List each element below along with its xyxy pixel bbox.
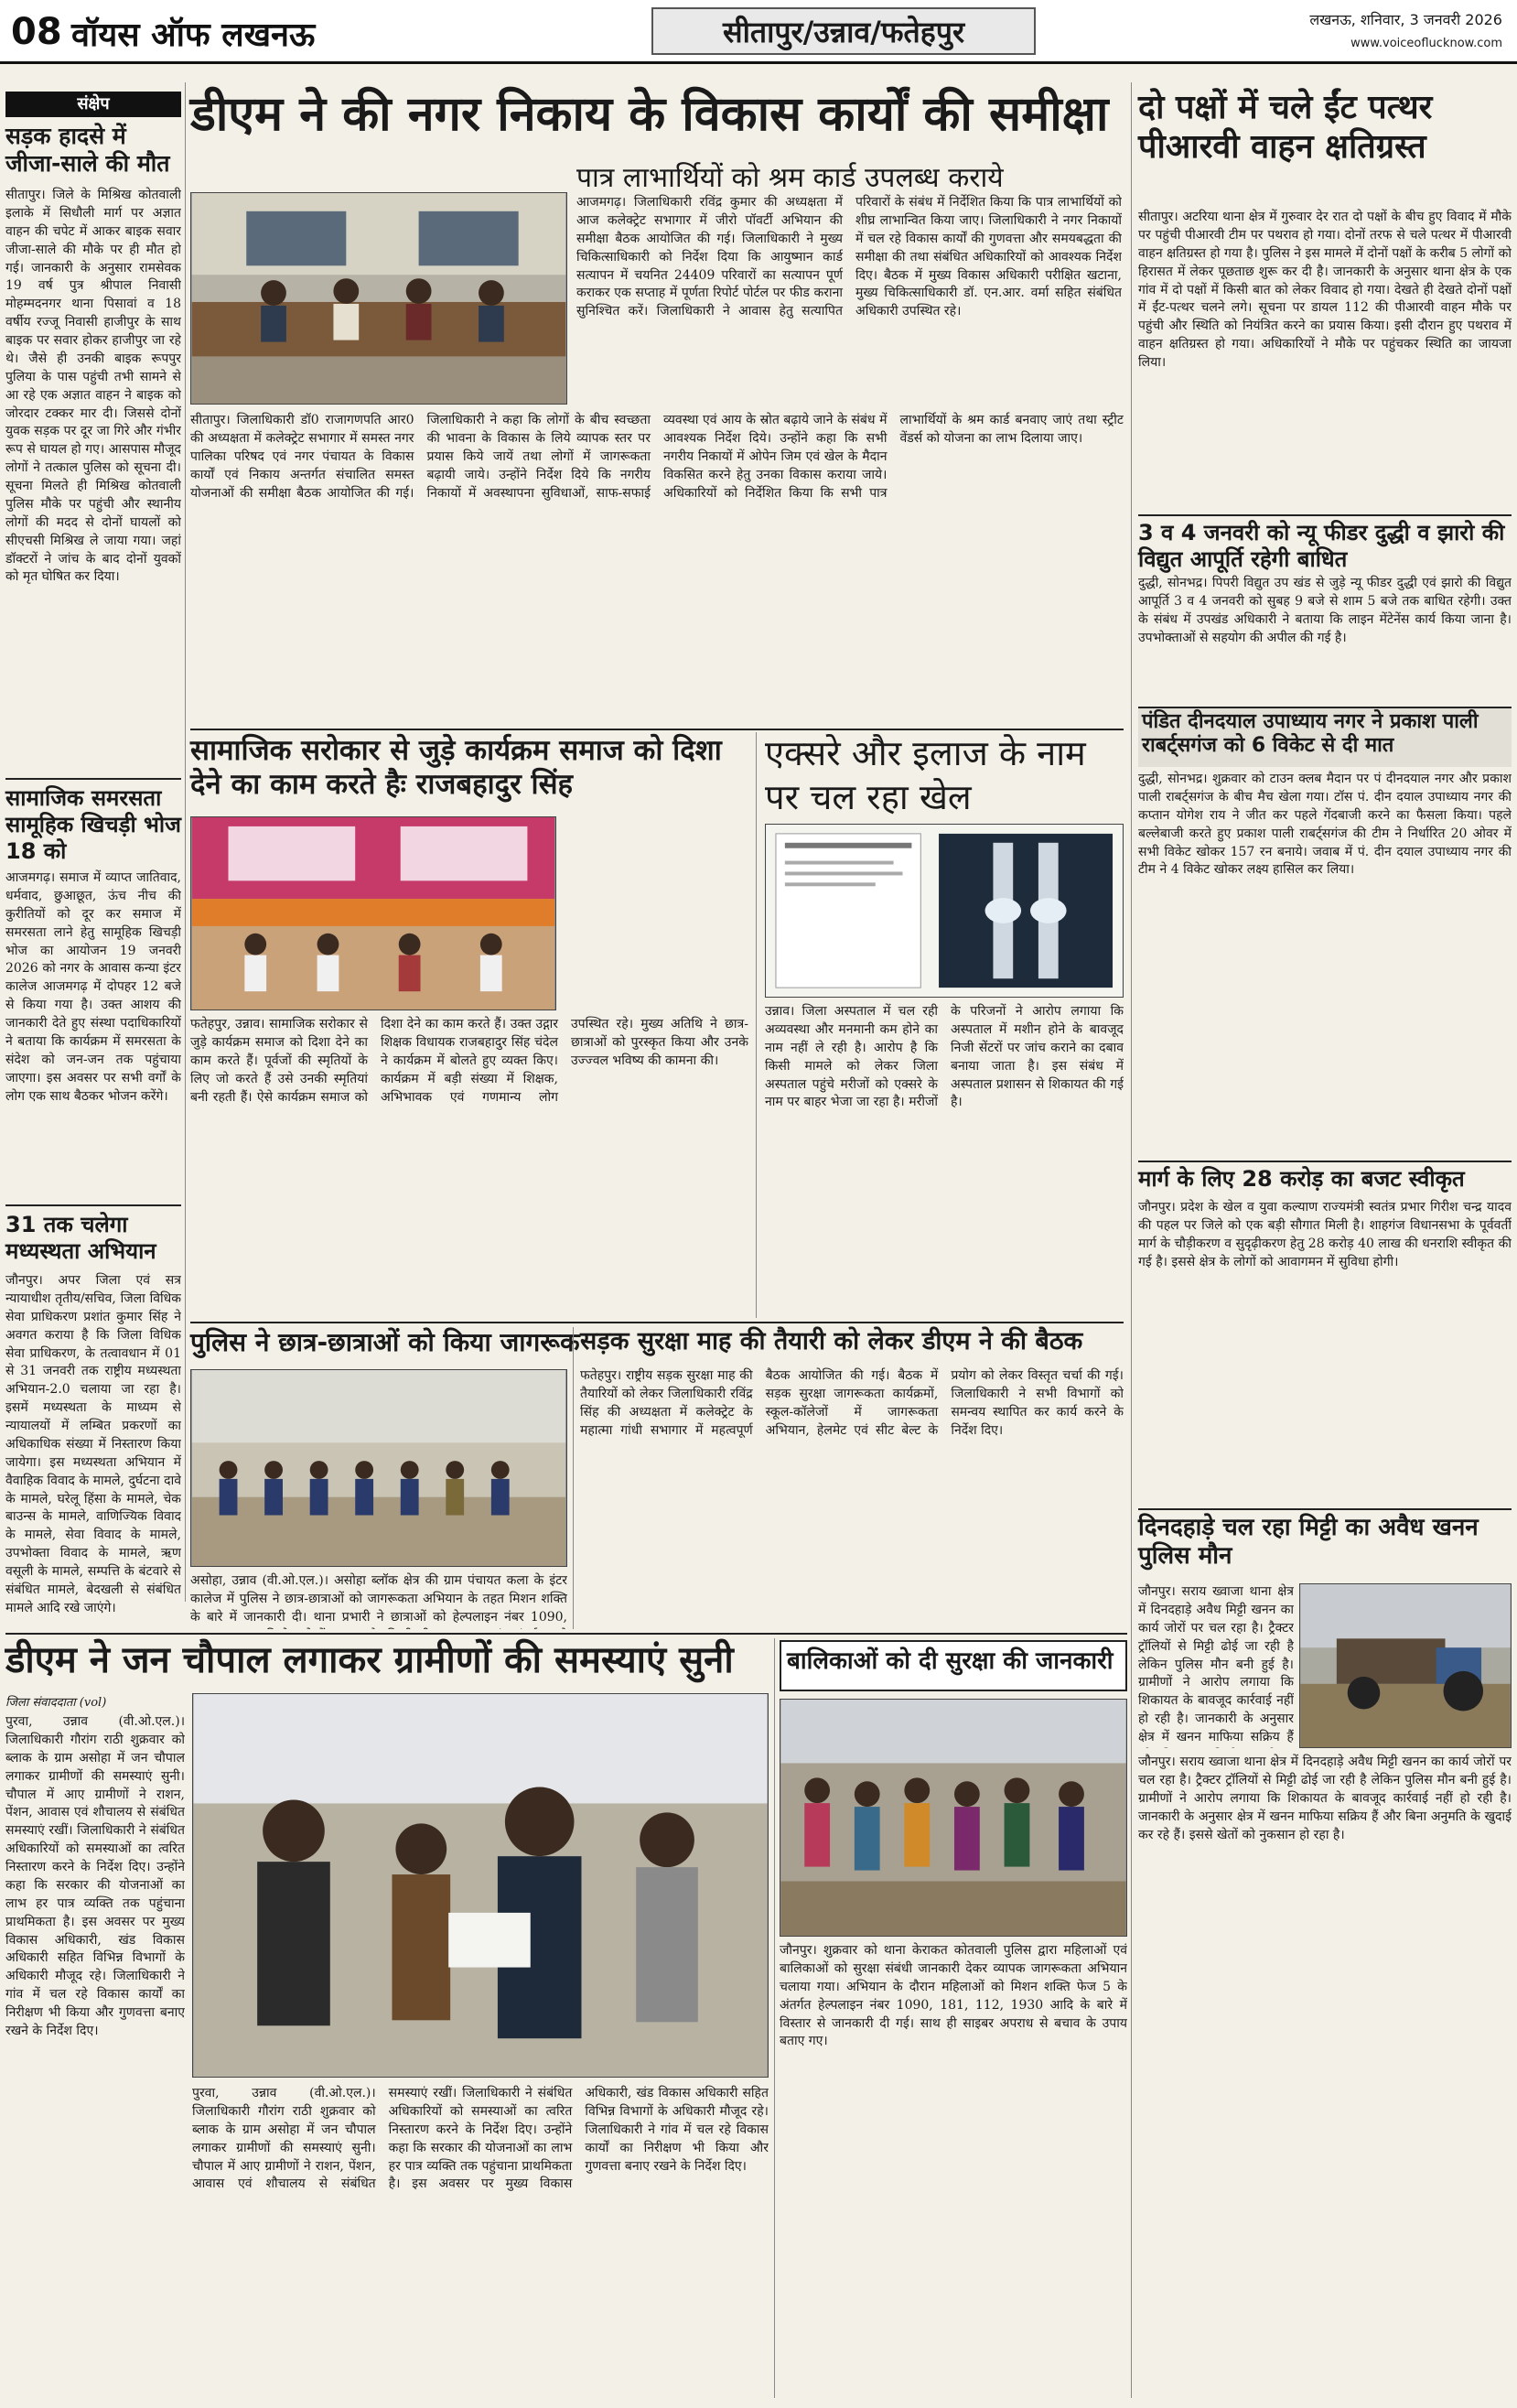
students-photo-image [191,1370,566,1566]
story-body: जौनपुर। अपर जिला एवं सत्र न्यायाधीश तृतीय/सचिव, जिला विधिक सेवा प्राधिकरण प्रशांत कुमार सिंह ने अवगत कराया है कि जिला विधिक सेवा प्राधिकरण, के तत्वावधान में 01 से 31 जनवरी तक राष्ट्रीय मध्यस्थता अभियान-2.0 चलाया जा रहा है। इसमें मध्यस्थता के माध्यम से न्यायालयों में लम्बित प्रकरणों का अधिकाधिक संख्या में निस्तारण किया जायेगा। इस मध्यस्थता अभियान में वैवाहिक विवाद के मामले, दुर्घटना दावे के मामले, घरेलू हिंसा के मामले, चेक बाउन्स के मामले, वाणिज्यिक विवाद के मामले, सेवा विवाद के मामले, उपभोक्ता विवाद के मामले, ऋण वसूली के मामले, सम्पत्ति के बंटवारे से संबंधित मामले, बेदखली से संबंधित मामले आदि रखे जाएंगे। [5,1273,181,1615]
xray-body: उन्नाव। जिला अस्पताल में चल रही अव्यवस्था और मनमानी कम होने का नाम नहीं ले रही है। आरोप है कि किसी मामले को लेकर जिला अस्पताल पहुंचे मरीजों को एक्सरे के नाम पर बाहर भेजा जा रहा है। मरीजों के परिजनों ने आरोप लगाया कि अस्पताल में मशीन होने के बावजूद निजी सेंटरों पर जांच कराने का दबाव बनाया जाता है। इस संबंध में अस्पताल प्रशासन से शिकायत की गई है। [765,1004,1124,1110]
lead-photo [190,192,567,405]
mining-body-continued: जौनपुर। सराय ख्वाजा थाना क्षेत्र में दिनदहाड़े अवैध मिट्टी खनन का कार्य जोरों पर चल रहा है। ट्रैक्टर ट्रॉलियों से मिट्टी ढोई जा रही है लेकिन पुलिस मौन बनी हुई है। ग्रामीणों ने आरोप लगाया कि शिकायत के बावजूद कार्रवाई नहीं हो रही है। जानकारी के अनुसार क्षेत्र में खनन माफिया सक्रिय हैं और बिना अनुमति के खुदाई कर रहे हैं। इससे खेतों को नुकसान हो रहा है। [1138,1755,1512,1842]
lead-body-continued: सीतापुर। जिलाधिकारी डॉ0 राजागणपति आर0 की अध्यक्षता में कलेक्ट्रेट सभागार में समस्त नगर पालिका परिषद एवं नगर पंचायत के विकास कार्यों एवं निकाय अन्तर्गत संचालित समस्त योजनाओं की समीक्षा बैठक आयोजित की गई। जिलाधिकारी ने कहा कि लोगों के बीच स्वच्छता की भावना के विकास के लिये व्यापक स्तर पर प्रयास किये जायें तथा लोगों में जागरूकता बढ़ायी जाये। उन्होंने निर्देश दिये कि नगरीय निकायों में अवस्थापना सुविधाओं, साफ-सफाई व्यवस्था एवं आय के स्रोत बढ़ाये जाने के संबंध में आवश्यक निर्देश दिये। उन्होंने कहा कि सभी नगरीय निकायों में ओपेन जिम एवं खेल के मैदान विकसित करने हेतु उनका विकास कराया जाये। अधिकारियों को निर्देशित किया कि सभी पात्र लाभार्थियों के श्रम कार्ड बनवाए जाएं तथा स्ट्रीट वेंडर्स को योजना का लाभ दिलाया जाए। [190,413,1124,501]
story-body: आजमगढ़। समाज में व्याप्त जातिवाद, धर्मवाद, छुआछूत, ऊंच नीच की कुरीतियों को दूर कर समाज में समरसता लाने हेतु सामूहिक खिचड़ी भोज का आयोजन 19 जनवरी 2026 को नगर के आवास कन्या इंटर कालेज आजमगढ़ में दोपहर 12 बजे से किया गया है। उक्त आशय की जानकारी देते हुए संस्था पदाधिकारियों ने बताया कि कार्यक्रम में समरसता के संदेश को जन-जन तक पहुंचाया जाएगा। इस अवसर पर सभी वर्गों के लोग एक साथ बैठकर भोजन करेंगे। [5,870,181,1104]
girls-photo [780,1699,1127,1937]
students-photo [190,1369,567,1567]
budget-body: जौनपुर। प्रदेश के खेल व युवा कल्याण राज्यमंत्री स्वतंत्र प्रभार गिरीश चन्द्र यादव की पहल पर जिले को एक बड़ी सौगात मिली है। शाहगंज विधानसभा के पूर्ववर्ती मार्ग के चौड़ीकरण व सुदृढ़ीकरण हेतु 28 करोड़ 40 लाख की धनराशि स्वीकृत की गई है। इससे क्षेत्र के लोगों को आवागमन में सुविधा होगी। [1138,1200,1512,1269]
social-headline: सामाजिक सरोकार से जुड़े कार्यक्रम समाज को दिशा देने का काम करते हैः राजबहादुर सिंह [190,734,722,802]
tractor-photo [1299,1583,1512,1748]
divider [1138,1161,1512,1162]
brand-logo: वॉयस ऑफ लखनऊ [71,16,316,54]
divider [5,778,181,780]
lead-body: आजमगढ़। जिलाधिकारी रविंद्र कुमार की अध्यक्षता में आज कलेक्ट्रेट सभागार में जीरो पॉवर्टी अभियान की समीक्षा बैठक आयोजित की गई। जिलाधिकारी ने मुख्य चिकित्साधिकारी को निर्देश दिया कि आयुष्मान कार्ड सत्यापन में चयनित 24409 परिवारों का सत्यापन पूर्ण कराकर एक सप्ताह में पूर्णता रिपोर्ट पोर्टल पर फीड कराना सुनिश्चित करें। जिलाधिकारी ने आवास हेतु सत्यापित परिवारों के संबंध में निर्देशित किया कि पात्र लाभार्थियों को शीघ्र लाभान्वित किया जाए। जिलाधिकारी ने नगर निकायों में चल रहे विकास कार्यों की गुणवत्ता और समयबद्धता की समीक्षा की तथा संबंधित अधिकारियों को आवश्यक निर्देश दिए। बैठक में मुख्य विकास अधिकारी परीक्षित खटाना, मुख्य चिकित्साधिकारी डॉ. एन.आर. वर्मा सहित संबंधित अधिकारी उपस्थित रहे। [576,195,1122,319]
column-rule [1131,82,1132,2398]
divider [190,1322,1124,1323]
chaupal-body: पुरवा, उन्नाव (वी.ओ.एल.)। जिलाधिकारी गौरांग राठी शुक्रवार को ब्लाक के ग्राम असोहा में जन चौपाल लगाकर ग्रामीणों की समस्याएं सुनी। चौपाल में आए ग्रामीणों ने राशन, पेंशन, आवास एवं शौचालय से संबंधित समस्याएं रखीं। जिलाधिकारी ने संबंधित अधिकारियों को समस्याओं का त्वरित निस्तारण करने के निर्देश दिए। उन्होंने कहा कि सरकार की योजनाओं का लाभ हर पात्र व्यक्ति तक पहुंचाना प्राथमिकता है। इस अवसर पर मुख्य विकास अधिकारी, खंड विकास अधिकारी सहित विभिन्न विभागों के अधिकारी मौजूद रहे। जिलाधिकारी ने गांव में चल रहे विकास कार्यों का निरीक्षण भी किया और गुणवत्ता बनाए रखने के निर्देश दिए। [5,1714,185,2038]
story-head: सड़क हादसे में जीजा-साले की मौत [5,123,170,177]
xray-report-image [766,825,1123,997]
issue-date: लखनऊ, शनिवार, 3 जनवरी 2026 [1309,11,1502,28]
divider [1138,514,1512,516]
event-photo [190,816,556,1010]
column-rule [573,1327,574,1629]
crowd-photo-image [193,1694,768,2077]
right-headline: दो पक्षों में चले ईंट पत्थर पीआरवी वाहन क्षतिग्रस्त [1138,89,1433,167]
cricket-headline: पंडित दीनदयाल उपाध्याय नगर ने प्रकाश पाली राबर्ट्सगंज को 6 विकेट से दी मात [1142,710,1479,758]
meeting-photo [191,193,566,404]
brief-column [5,92,181,1615]
road-safety-body: फतेहपुर। राष्ट्रीय सड़क सुरक्षा माह की तैयारियों को लेकर जिलाधिकारी रविंद्र सिंह की अध्यक्षता में कलेक्ट्रेट के महात्मा गांधी सभागार में महत्वपूर्ण बैठक आयोजित की गई। बैठक में सड़क सुरक्षा जागरूकता कार्यक्रमों, स्कूल-कॉलेजों में जागरूकता अभियान, हेलमेट एवं सीट बेल्ट के प्रयोग को लेकर विस्तृत चर्चा की गई। जिलाधिकारी ने सभी विभागों को समन्वय स्थापित कर कार्य करने के निर्देश दिए। [580,1368,1124,1438]
divider [5,1204,181,1206]
section-title: सीतापुर/उन्नाव/फतेहपुर [651,7,1036,55]
budget-headline: मार्ग के लिए 28 करोड़ का बजट स्वीकृत [1138,1166,1465,1192]
chaupal-headline: डीएम ने जन चौपाल लगाकर ग्रामीणों की समस्याएं सुनी [5,1639,734,1681]
stage-photo [191,817,555,1010]
chaupal-byline: जिला संवाददाता (vol) [5,1696,107,1710]
lead-headline: डीएम ने की नगर निकाय के विकास कार्यों की समीक्षा [190,87,1109,142]
chaupal-body-continued: पुरवा, उन्नाव (वी.ओ.एल.)। जिलाधिकारी गौरांग राठी शुक्रवार को ब्लाक के ग्राम असोहा में जन चौपाल लगाकर ग्रामीणों की समस्याएं सुनी। चौपाल में आए ग्रामीणों ने राशन, पेंशन, आवास एवं शौचालय से संबंधित समस्याएं रखीं। जिलाधिकारी ने संबंधित अधिकारियों को समस्याओं का त्वरित निस्तारण करने के निर्देश दिए। उन्होंने कहा कि सरकार की योजनाओं का लाभ हर पात्र व्यक्ति तक पहुंचाना प्राथमिकता है। इस अवसर पर मुख्य विकास अधिकारी, खंड विकास अधिकारी सहित विभिन्न विभागों के अधिकारी मौजूद रहे। जिलाधिकारी ने गांव में चल रहे विकास कार्यों का निरीक्षण भी किया और गुणवत्ता बनाए रखने के निर्देश दिए। [192,2086,769,2192]
page-number: 08 [11,11,62,53]
right-body: सीतापुर। अटरिया थाना क्षेत्र में गुरुवार देर रात दो पक्षों के बीच हुए विवाद में मौके पर पहुंची पीआरवी टीम पर पथराव हो गया। दोनों तरफ से चले पत्थर में पीआरवी वाहन क्षतिग्रस्त हो गया है। पुलिस ने इस मामले में दोनों पक्षों के करीब 5 लोगों को हिरासत में लेकर पूछताछ शुरू कर दी है। जानकारी के अनुसार थाना क्षेत्र के एक गांव में दो पक्षों में किसी बात को लेकर विवाद हो गया। देखते ही देखते दोनों पक्षों में ईंट-पत्थर चलने लगे। सूचना पर डायल 112 की पीआरवी वाहन मौके पर पहुंची और स्थिति को नियंत्रित करने का प्रयास किया। इसी दौरान हुए पथराव में वाहन क्षतिग्रस्त हो गया। अधिकारियों ने मौके पर पहुंचकर स्थिति का जायजा लिया। [1138,210,1512,370]
brief-kicker: संक्षेप [5,92,181,117]
divider [1138,1508,1512,1510]
social-body: फतेहपुर, उन्नाव। सामाजिक सरोकार से जुड़े कार्यक्रम समाज को दिशा देने का काम करते हैं। पूर्वजों की स्मृतियों के लिए जो करते हैं उसे उनकी स्मृतियां बनी रहती हैं। ऐसे कार्यक्रम समाज को दिशा देने का काम करते हैं। उक्त उद्गार शिक्षक विधायक राजबहादुर सिंह चंदेल ने कार्यक्रम में बोलते हुए व्यक्त किए। कार्यक्रम में बड़ी संख्या में शिक्षक, अभिभावक एवं गणमान्य लोग उपस्थित रहे। मुख्य अतिथि ने छात्र-छात्राओं को पुरस्कृत किया और उनके उज्ज्वल भविष्य की कामना की। [190,1017,748,1105]
divider [5,1633,1127,1635]
power-cut-headline: 3 व 4 जनवरी को न्यू फीडर दुद्धी व झारो की विद्युत आपूर्ति रहेगी बाधित [1138,520,1505,572]
story-head: 31 तक चलेगा मध्यस्थता अभियान [5,1212,156,1264]
column-rule [185,82,186,1602]
story-body: सीतापुर। जिले के मिश्रिख कोतवाली इलाके में सिधौली मार्ग पर अज्ञात वाहन की चपेट में आकर बाइक सवार जीजा-साले की मौके पर ही मौत हो गई। जानकारी के अनुसार रामसेवक 19 वर्ष पुत्र श्रीपाल निवासी मोहम्मदनगर थाना पिसावां व 18 वर्षीय रज्जू निवासी हाजीपुर के साथ बाइक पर सवार होकर हाजीपुर जा रहे थे। जैसे ही उनकी बाइक रूपपुर पुलिया के पास पहुंची तभी सामने से आ रहे एक अज्ञात वाहन ने बाइक को जोरदार टक्कर मार दी। जिससे दोनों युवक सड़क पर दूर जा गिरे और गंभीर रूप से घायल हो गए। आसपास मौजूद लोगों ने तत्काल पुलिस को सूचना दी। सूचना मिलते ही मिश्रिख कोतवाली पुलिस मौके पर पहुंची और स्थानीय लोगों की मदद से दोनों घायलों को सीएचसी मिश्रिख ले जाया गया। जहां डॉक्टरों ने जांच के बाद दोनों युवकों को मृत घोषित कर दिया। [5,188,181,585]
mining-body: जौनपुर। सराय ख्वाजा थाना क्षेत्र में दिनदहाड़े अवैध मिट्टी खनन का कार्य जोरों पर चल रहा है। ट्रैक्टर ट्रॉलियों से मिट्टी ढोई जा रही है लेकिन पुलिस मौन बनी हुई है। ग्रामीणों ने आरोप लगाया कि शिकायत के बावजूद कार्रवाई नहीं हो रही है। जानकारी के अनुसार क्षेत्र में खनन माफिया सक्रिय हैं [1138,1584,1294,1744]
story-head: सामाजिक समरसता सामूहिक खिचड़ी भोज 18 को [5,785,181,864]
chaupal-photo [192,1693,769,2078]
column-rule [756,732,757,1318]
lead-subhead: पात्र लाभार्थियों को श्रम कार्ड उपलब्ध कराये [576,162,1004,194]
column-rule [774,1638,775,2398]
masthead [0,0,1517,64]
tractor-image [1300,1584,1511,1747]
girls-safety-headline: बालिकाओं को दी सुरक्षा की जानकारी [780,1640,1127,1691]
police-body: असोहा, उन्नाव (वी.ओ.एल.)। असोहा ब्लॉक क्षेत्र की ग्राम पंचायत कला के इंटर कालेज में पुलिस ने छात्र-छात्राओं को जागरूकता अभियान के तहत मिशन शक्ति के बारे में जानकारी दी। थाना प्रभारी ने छात्राओं को हेल्पलाइन नंबर 1090, [190,1573,567,1625]
road-safety-headline: सड़क सुरक्षा माह की तैयारी को लेकर डीएम ने की बैठक [580,1327,1083,1355]
cricket-body: दुद्धी, सोनभद्र। शुक्रवार को टाउन क्लब मैदान पर पं दीनदयाल नगर और प्रकाश पाली राबर्ट्सगंज के बीच मैच खेला गया। टॉस पं. दीन दयाल उपाध्याय नगर की कप्तान योगेश राय ने जीत कर पहले गेंदबाजी करने का फैसला किया। पहले बल्लेबाजी करते हुए प्रकाश पाली राबर्ट्सगंज की टीम ने निर्धारित 20 ओवर में सभी विकेट खोकर 157 रन बनाये। जवाब में पं. दीन दयाल उपाध्याय नगर की टीम ने 4 विकेट खोकर लक्ष्य हासिल कर लिया। [1138,772,1512,878]
mining-headline: दिनदहाड़े चल रहा मिट्टी का अवैध खनन पुलिस मौन [1138,1514,1479,1571]
girls-photo-image [780,1700,1126,1936]
xray-photo [765,824,1124,998]
xray-headline: एक्सरे और इलाज के नाम पर चल रहा खेल [765,733,1086,817]
power-cut-body: दुद्धी, सोनभद्र। पिपरी विद्युत उप खंड से जुड़े न्यू फीडर दुद्धी एवं झारो की विद्युत आपूर्ति 3 व 4 जनवरी को सुबह 9 बजे से शाम 5 बजे तक बाधित रहेगी। उक्त के संबंध में उपखंड अधिकारी ने बताया कि लाइन मेंटेनेंस कार्य किया जाना है। उपभोक्ताओं से सहयोग की अपील की गई है। [1138,576,1512,645]
divider [190,729,1124,730]
website-url: www.voiceoflucknow.com [1350,37,1502,50]
police-headline: पुलिस ने छात्र-छात्राओं को किया जागरूक [190,1327,580,1357]
girls-safety-body: जौनपुर। शुक्रवार को थाना केराकत कोतवाली पुलिस द्वारा महिलाओं एवं बालिकाओं को सुरक्षा संबंधी जानकारी देकर व्यापक जागरूकता अभियान चलाया गया। अभियान के दौरान महिलाओं को मिशन शक्ति फेज 5 के अंतर्गत हेल्पलाइन नंबर 1090, 181, 112, 1930 आदि के बारे में विस्तार से जानकारी दी गई। साथ ही साइबर अपराध से बचाव के उपाय बताए गए। [780,1943,1127,2049]
